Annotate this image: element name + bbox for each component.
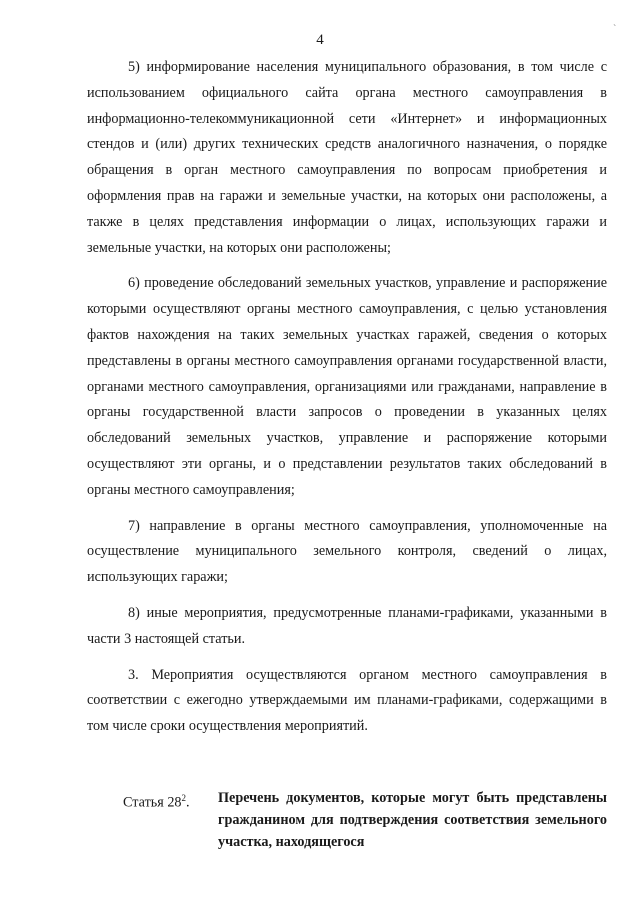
article-title: Перечень документов, которые могут быть представлены гражданином для подтверждения соответствия земельного участка, находящегося (218, 790, 607, 850)
paragraph-item-7: 7) направление в органы местного самоуправления, уполномоченные на осуществление муниципального земельного контроля, сведений о лицах, использующих гаражи; (87, 517, 607, 586)
corner-mark: ` (613, 24, 617, 35)
paragraph-part-3: 3. Мероприятия осуществляются органом местного самоуправления в соответствии с ежегодно утверждаемыми им планами-графиками, содержащими в том числе сроки осуществления мероприятий. (87, 666, 607, 735)
paragraph-item-6: 6) проведение обследований земельных участков, управление и распоряжение которыми осуществляют органы местного самоуправления, с целью установления фактов нахождения на таких земельных участках гаражей, сведения о которых представлены в органы местного самоуправления органами государственной власти, органами местного самоуправления, организациями или гражданами, направление в органы государственной власти запросов о проведении в указанных целях обследований земельных участков, управление и распоряжение которыми осуществляют эти органы, и о представлении результатов таких обследований в органы местного самоуправления; (87, 275, 607, 498)
paragraph-item-8: 8) иные мероприятия, предусмотренные планами-графиками, указанными в части 3 настоящей статьи. (87, 604, 607, 647)
article-label: Статья $28^2$. (123, 793, 190, 811)
article-label-text: Статья 28 (123, 794, 182, 811)
document-body (87, 55, 607, 750)
article-label-superscript: 2 (181, 793, 187, 803)
paragraph-item-5: 5) информирование населения муниципального образования, в том числе с использованием официального сайта органа местного самоуправления в информационно-телекоммуникационной сети «Интернет» и информационных стендов и (или) других технических средств аналогичного назначения, о порядке обращения в орган местного самоуправления по вопросам приобретения и оформления прав на гаражи и земельные участки, на которых они расположены, а также в целях представления информации о лицах, использующих гаражи и земельные участки, на которых они расположены; (87, 59, 607, 256)
page-number: 4 (316, 32, 324, 48)
